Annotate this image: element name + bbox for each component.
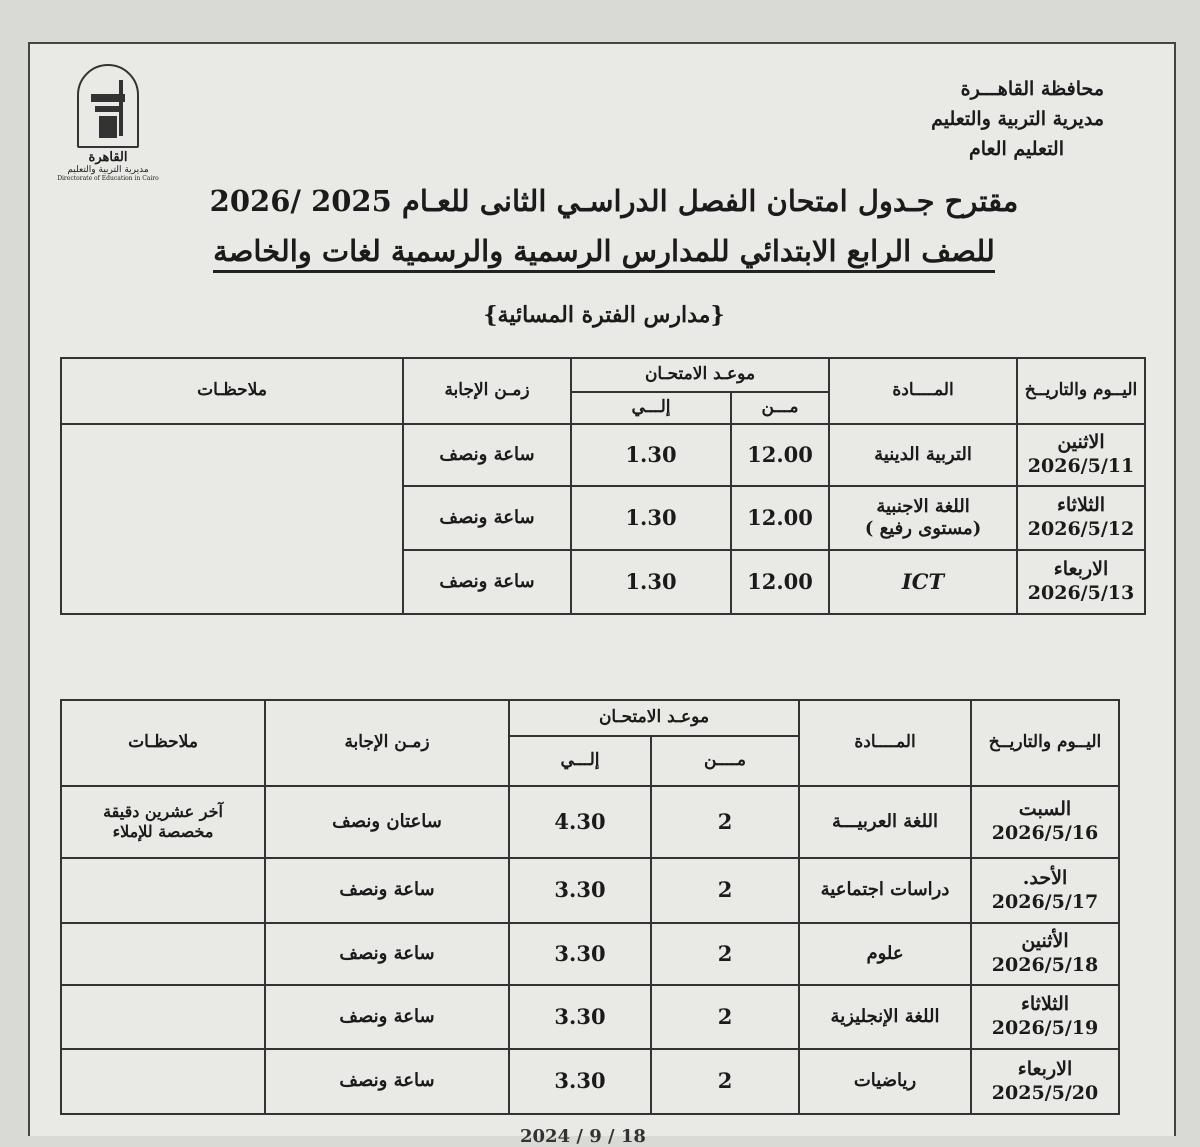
exam-schedule-sheet [28, 42, 1176, 1136]
date: 2026/5/11 [1027, 455, 1135, 477]
table-row [61, 1049, 1119, 1114]
directorate: مديرية التربية والتعليم [931, 108, 1104, 130]
footer-date-partial: 2024 / 9 / 18 [520, 1126, 646, 1147]
notes-cell [61, 858, 265, 923]
header-day-date: اليــوم والتاريــخ [971, 700, 1119, 786]
header-day-date: اليــوم والتاريــخ [1017, 358, 1145, 424]
header-to: إلـــي [571, 392, 731, 424]
from-cell: 2 [651, 923, 799, 985]
day: الأثنين [1021, 930, 1069, 953]
duration-cell: ساعة ونصف [265, 858, 509, 923]
from-cell: 2 [651, 858, 799, 923]
table-row [61, 786, 1119, 858]
duration-cell: ساعة ونصف [265, 1049, 509, 1114]
day: الثلاثاء [1056, 494, 1106, 517]
from-cell: 2 [651, 786, 799, 858]
header-duration: زمـن الإجابة [265, 700, 509, 786]
to-cell: 3.30 [509, 985, 651, 1049]
subject-cell: اللغة العربيـــة [799, 786, 971, 858]
table-row [61, 858, 1119, 923]
subject-cell: التربية الدينية [829, 424, 1017, 486]
table-row [61, 923, 1119, 985]
date: 2025/5/20 [991, 1081, 1099, 1104]
duration-cell: ساعة ونصف [403, 424, 571, 486]
from-cell: 2 [651, 985, 799, 1049]
day-date-cell [971, 923, 1119, 985]
to-cell: 1.30 [571, 424, 731, 486]
notes-cell [61, 923, 265, 985]
schedule-table-week2 [60, 699, 1120, 1115]
duration-cell: ساعة ونصف [265, 985, 509, 1049]
logo-subtitle: مديرية التربية والتعليم [67, 165, 149, 175]
date: 2026/5/19 [991, 1017, 1099, 1039]
subject-cell: دراسات اجتماعية [799, 858, 971, 923]
from-cell: 12.00 [731, 424, 829, 486]
header-exam-time: موعـد الامتحـان [509, 700, 799, 736]
to-cell: 3.30 [509, 923, 651, 985]
schedule-table-week1 [60, 357, 1146, 615]
subject-line2: (مستوى رفيع ) [864, 518, 982, 539]
header-exam-time: موعـد الامتحـان [571, 358, 829, 392]
to-cell: 4.30 [509, 786, 651, 858]
governorate: محافظة القاهـــرة [960, 78, 1104, 100]
logo-english: Directorate of Education in Cairo [57, 175, 159, 182]
from-cell: 2 [651, 1049, 799, 1114]
cairo-directorate-logo [57, 64, 159, 186]
table-row [61, 424, 1145, 486]
header-notes: ملاحظـات [61, 700, 265, 786]
date: 2026/5/17 [991, 890, 1099, 913]
notes-cell [61, 786, 265, 858]
day-date-cell [971, 786, 1119, 858]
from-cell: 12.00 [731, 550, 829, 614]
schedule-title: مقترح جـدول امتحان الفصل الدراسـي الثانى للعـام 2025 /2026 [209, 184, 1019, 218]
logo-name: القاهرة [88, 150, 128, 165]
general-education: التعليم العام [968, 138, 1064, 160]
header-subject: المــــادة [829, 358, 1017, 424]
duration-cell: ساعة ونصف [265, 923, 509, 985]
schedule-subtitle [30, 234, 1178, 268]
building-emblem-icon [77, 64, 139, 148]
subject-cell: علوم [799, 923, 971, 985]
notes-cell [61, 1049, 265, 1114]
day: الأحد. [1022, 866, 1068, 889]
header-subject: المــــادة [799, 700, 971, 786]
day: الثلاثاء [1020, 993, 1070, 1016]
to-cell: 1.30 [571, 550, 731, 614]
notes-cell [61, 985, 265, 1049]
day: السبت [1018, 798, 1072, 821]
subject-line1: اللغة الاجنبية [876, 495, 970, 517]
date: 2026/5/12 [1027, 518, 1135, 540]
header-from: مــــن [651, 736, 799, 786]
day-date-cell [971, 985, 1119, 1049]
subject-cell: ICT [829, 550, 1017, 614]
notes-line1: آخر عشرين دقيقة [103, 802, 223, 821]
issuer-header [931, 74, 1104, 164]
from-cell: 12.00 [731, 486, 829, 550]
schedule-subtitle-text: للصف الرابع الابتدائي للمدارس الرسمية والرسمية لغات والخاصة [213, 234, 995, 273]
date: 2026/5/13 [1027, 582, 1135, 604]
duration-cell: ساعة ونصف [403, 486, 571, 550]
day: الاربعاء [1017, 1057, 1073, 1080]
period-label: {مدارس الفترة المسائية} [483, 302, 725, 328]
day-date-cell [1017, 550, 1145, 614]
day: الاثنين [1057, 431, 1105, 454]
notes-line2: مخصصة للإملاء [112, 822, 214, 841]
duration-cell: ساعة ونصف [403, 550, 571, 614]
date: 2026/5/16 [991, 822, 1099, 844]
to-cell: 1.30 [571, 486, 731, 550]
date: 2026/5/18 [991, 954, 1099, 976]
subject-cell [829, 486, 1017, 550]
day-date-cell [971, 1049, 1119, 1114]
subject-cell: اللغة الإنجليزية [799, 985, 971, 1049]
to-cell: 3.30 [509, 1049, 651, 1114]
header-to: إلـــي [509, 736, 651, 786]
duration-cell: ساعتان ونصف [265, 786, 509, 858]
header-notes: ملاحظـات [61, 358, 403, 424]
notes-cell [61, 424, 403, 614]
day: الاربعاء [1053, 558, 1109, 581]
header-from: مـــن [731, 392, 829, 424]
day-date-cell [1017, 486, 1145, 550]
day-date-cell [1017, 424, 1145, 486]
day-date-cell [971, 858, 1119, 923]
to-cell: 3.30 [509, 858, 651, 923]
table-row [61, 985, 1119, 1049]
header-duration: زمـن الإجابة [403, 358, 571, 424]
subject-cell: رياضيات [799, 1049, 971, 1114]
